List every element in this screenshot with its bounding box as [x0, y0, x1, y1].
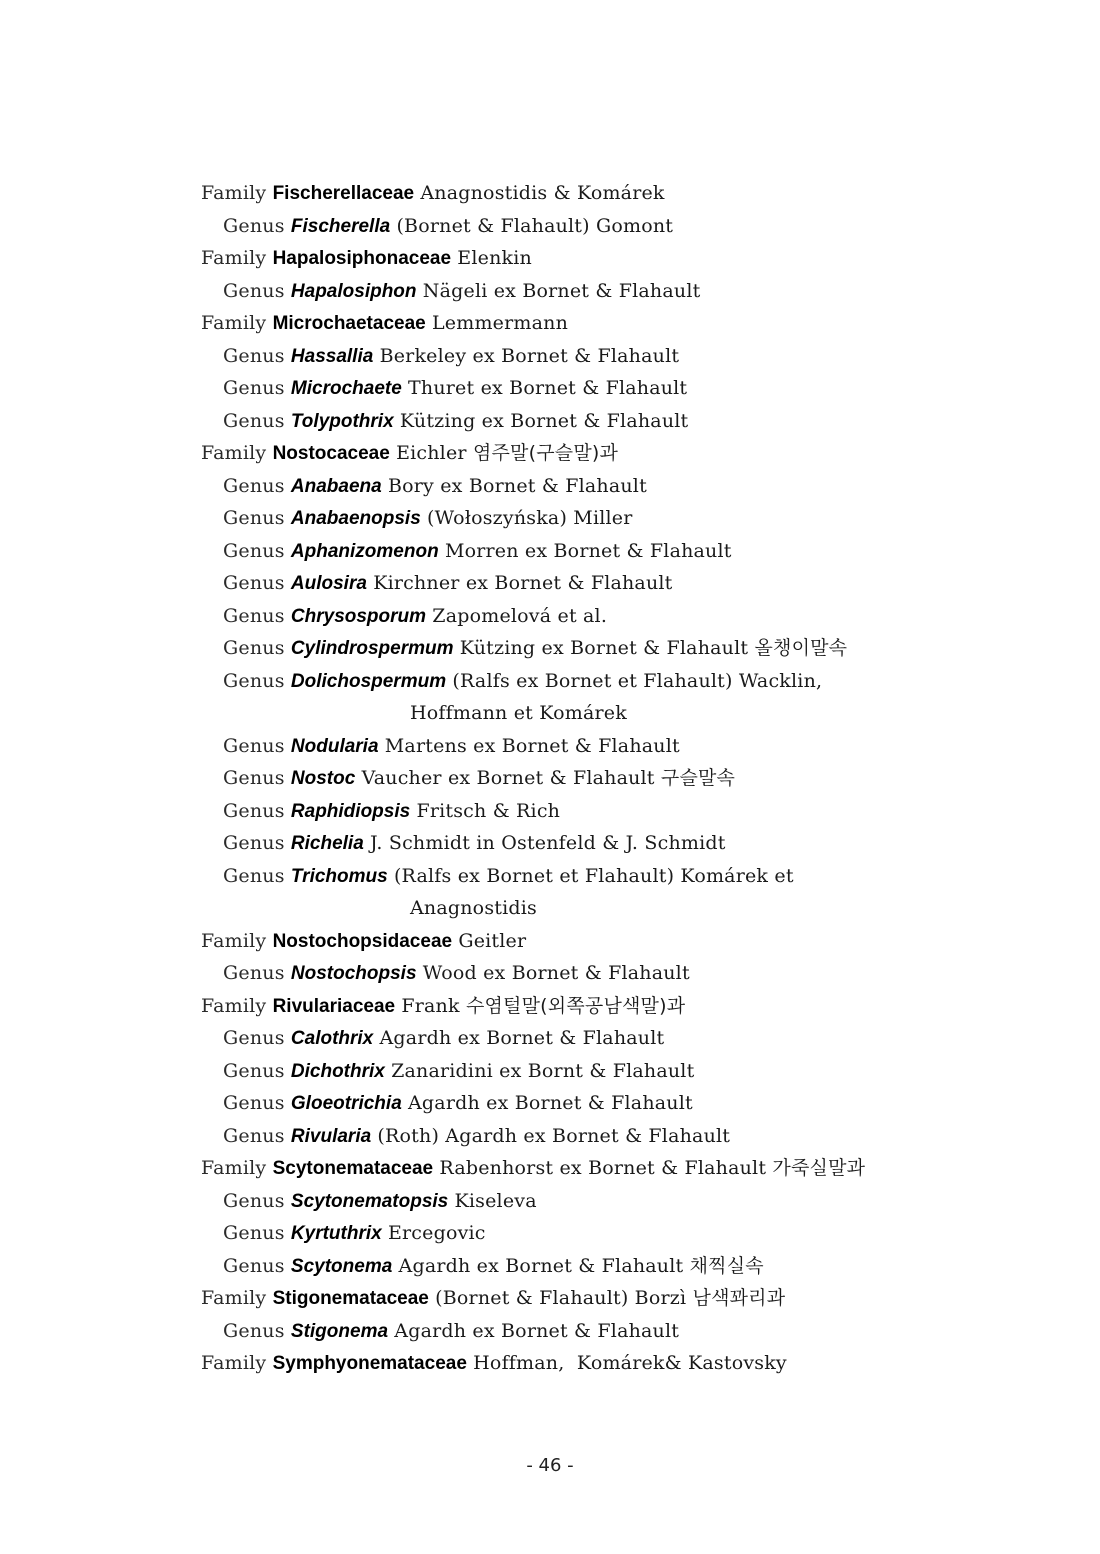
family-name: Rivulariaceae — [272, 995, 396, 1017]
rank-label: Genus — [223, 1254, 285, 1277]
authority: Wood ex Bornet & Flahault — [422, 962, 690, 984]
genus-name: Kyrtuthrix — [290, 1223, 382, 1244]
genus-entry — [201, 275, 961, 308]
authority: Agardh ex Bornet & Flahault — [394, 1319, 680, 1342]
rank-label: Family — [201, 442, 267, 464]
genus-entry — [201, 600, 961, 633]
genus-entry — [201, 1250, 961, 1283]
authority: Anagnostidis & Komárek — [420, 182, 665, 204]
genus-name: Fischerella — [290, 215, 391, 237]
korean-name: 올챙이말속 — [754, 637, 848, 659]
genus-entry — [201, 827, 961, 860]
genus-name: Aphanizomenon — [290, 540, 439, 562]
rank-label: Genus — [223, 409, 285, 432]
genus-entry — [201, 957, 961, 990]
korean-name: 남색꽈리과 — [692, 1287, 786, 1309]
rank-label: Genus — [223, 1124, 285, 1147]
korean-name: 구슬말속 — [660, 767, 736, 789]
genus-name: Aulosira — [290, 573, 367, 594]
family-name: Symphyonemataceae — [272, 1353, 467, 1374]
genus-name: Calothrix — [290, 1028, 374, 1049]
family-entry — [201, 1347, 961, 1380]
genus-name: Richelia — [290, 833, 364, 854]
genus-name: Nostochopsis — [290, 963, 417, 984]
genus-entry — [201, 1022, 961, 1055]
family-name: Microchaetaceae — [272, 313, 426, 334]
rank-label: Genus — [223, 214, 285, 237]
genus-entry — [201, 1120, 961, 1153]
authority: (Bornet & Flahault) Borzì — [435, 1287, 687, 1309]
authority: Hoffmann et Komárek — [410, 702, 627, 724]
family-name: Nostocaceae — [272, 443, 390, 464]
genus-entry — [201, 405, 961, 438]
authority: Elenkin — [457, 247, 532, 269]
rank-label: Genus — [223, 799, 285, 822]
genus-name: Chrysosporum — [290, 605, 427, 627]
genus-entry — [201, 535, 961, 568]
genus-entry — [201, 1217, 961, 1250]
genus-name: Nodularia — [290, 735, 379, 757]
rank-label: Genus — [223, 1092, 285, 1114]
family-name: Hapalosiphonaceae — [272, 248, 452, 269]
genus-name: Trichomus — [290, 865, 388, 887]
taxonomy-list — [201, 177, 961, 1380]
genus-entry — [201, 1055, 961, 1088]
authority: Martens ex Bornet & Flahault — [384, 734, 680, 757]
genus-entry — [201, 502, 961, 535]
authority: Kiseleva — [454, 1189, 537, 1212]
authority: Nägeli ex Bornet & Flahault — [422, 279, 701, 302]
authority: Berkeley ex Bornet & Flahault — [379, 344, 680, 367]
authority: Kirchner ex Bornet & Flahault — [373, 572, 673, 594]
authority: Ercegovic — [387, 1222, 486, 1244]
genus-name: Cylindrospermum — [290, 638, 454, 659]
rank-label: Genus — [223, 864, 285, 887]
rank-label: Family — [201, 247, 267, 269]
genus-name: Scytonema — [290, 1255, 393, 1277]
genus-name: Scytonematopsis — [290, 1190, 449, 1212]
genus-name: Dolichospermum — [290, 670, 447, 692]
korean-name: 수염털말(외쪽공남색말)과 — [465, 994, 686, 1017]
genus-name: Stigonema — [290, 1320, 389, 1342]
authority: Kützing ex Bornet & Flahault — [459, 637, 749, 659]
rank-label: Genus — [223, 1189, 285, 1212]
family-name: Scytonemataceae — [272, 1158, 434, 1179]
rank-label: Family — [201, 182, 267, 204]
genus-entry — [201, 665, 961, 698]
rank-label: Genus — [223, 1059, 285, 1082]
authority: (Bornet & Flahault) Gomont — [396, 214, 674, 237]
authority: (Wołoszyńska) Miller — [427, 507, 633, 529]
authority: Hoffman, Komárek& Kastovsky — [473, 1352, 787, 1374]
genus-entry — [201, 340, 961, 373]
korean-name: 가죽실말과 — [772, 1157, 866, 1179]
genus-name: Raphidiopsis — [290, 800, 411, 822]
genus-entry — [201, 1185, 961, 1218]
rank-label: Genus — [223, 539, 285, 562]
genus-entry — [201, 762, 961, 795]
rank-label: Family — [201, 1352, 267, 1374]
authority: Agardh ex Bornet & Flahault — [408, 1092, 693, 1114]
rank-label: Genus — [223, 962, 285, 984]
rank-label: Family — [201, 929, 267, 952]
family-entry — [201, 242, 961, 275]
rank-label: Genus — [223, 637, 285, 659]
genus-entry — [201, 632, 961, 665]
authority: Geitler — [458, 929, 527, 952]
family-name: Fischerellaceae — [272, 183, 415, 204]
rank-label: Family — [201, 312, 267, 334]
genus-name: Dichothrix — [290, 1060, 385, 1082]
korean-name: 염주말(구슬말)과 — [472, 442, 619, 464]
genus-name: Tolypothrix — [290, 410, 394, 432]
authority: Rabenhorst ex Bornet & Flahault — [439, 1157, 767, 1179]
genus-entry — [201, 860, 961, 893]
genus-entry — [201, 470, 961, 503]
authority: Lemmermann — [431, 312, 569, 334]
genus-name: Hassallia — [290, 345, 374, 367]
family-entry — [201, 1282, 961, 1315]
family-entry — [201, 990, 961, 1023]
genus-entry — [201, 1087, 961, 1120]
authority: J. Schmidt in Ostenfeld & J. Schmidt — [370, 832, 726, 854]
rank-label: Genus — [223, 1222, 285, 1244]
authority-continuation — [201, 892, 961, 925]
genus-entry — [201, 372, 961, 405]
rank-label: Family — [201, 994, 267, 1017]
authority: (Ralfs ex Bornet et Flahault) Komárek et — [393, 864, 794, 887]
authority: Agardh ex Bornet & Flahault — [379, 1027, 665, 1049]
genus-name: Hapalosiphon — [290, 280, 417, 302]
family-entry — [201, 307, 961, 340]
page-number: - 46 - — [526, 1455, 574, 1476]
rank-label: Genus — [223, 669, 285, 692]
genus-name: Anabaenopsis — [290, 508, 421, 529]
family-entry — [201, 1152, 961, 1185]
korean-name: 채찍실속 — [689, 1254, 764, 1277]
rank-label: Genus — [223, 734, 285, 757]
genus-entry — [201, 1315, 961, 1348]
family-name: Nostochopsidaceae — [272, 930, 453, 952]
rank-label: Genus — [223, 767, 285, 789]
genus-entry — [201, 730, 961, 763]
family-name: Stigonemataceae — [272, 1288, 429, 1309]
authority: Thuret ex Bornet & Flahault — [408, 377, 688, 399]
authority: Eichler — [396, 442, 467, 464]
authority: (Roth) Agardh ex Bornet & Flahault — [377, 1124, 731, 1147]
authority: Kützing ex Bornet & Flahault — [399, 409, 689, 432]
family-entry — [201, 925, 961, 958]
rank-label: Genus — [223, 604, 285, 627]
authority: Morren ex Bornet & Flahault — [444, 539, 732, 562]
family-entry — [201, 177, 961, 210]
genus-entry — [201, 795, 961, 828]
rank-label: Genus — [223, 832, 285, 854]
authority: (Ralfs ex Bornet et Flahault) Wacklin, — [452, 669, 823, 692]
authority: Agardh ex Bornet & Flahault — [398, 1254, 684, 1277]
genus-name: Rivularia — [290, 1125, 372, 1147]
rank-label: Genus — [223, 1027, 285, 1049]
genus-entry — [201, 210, 961, 243]
authority: Zapomelová et al. — [432, 604, 608, 627]
authority: Frank — [401, 994, 460, 1017]
rank-label: Family — [201, 1287, 267, 1309]
rank-label: Genus — [223, 474, 285, 497]
genus-entry — [201, 567, 961, 600]
genus-name: Nostoc — [290, 768, 356, 789]
authority: Zanaridini ex Bornt & Flahault — [391, 1059, 695, 1082]
rank-label: Genus — [223, 344, 285, 367]
family-entry — [201, 437, 961, 470]
rank-label: Genus — [223, 507, 285, 529]
genus-name: Anabaena — [290, 475, 382, 497]
authority: Bory ex Bornet & Flahault — [387, 474, 647, 497]
genus-name: Gloeotrichia — [290, 1093, 402, 1114]
rank-label: Genus — [223, 279, 285, 302]
rank-label: Genus — [223, 1319, 285, 1342]
authority-continuation — [201, 697, 961, 730]
rank-label: Genus — [223, 377, 285, 399]
rank-label: Family — [201, 1157, 267, 1179]
rank-label: Genus — [223, 572, 285, 594]
authority: Anagnostidis — [410, 897, 537, 919]
authority: Vaucher ex Bornet & Flahault — [361, 767, 655, 789]
genus-name: Microchaete — [290, 378, 402, 399]
authority: Fritsch & Rich — [416, 799, 561, 822]
